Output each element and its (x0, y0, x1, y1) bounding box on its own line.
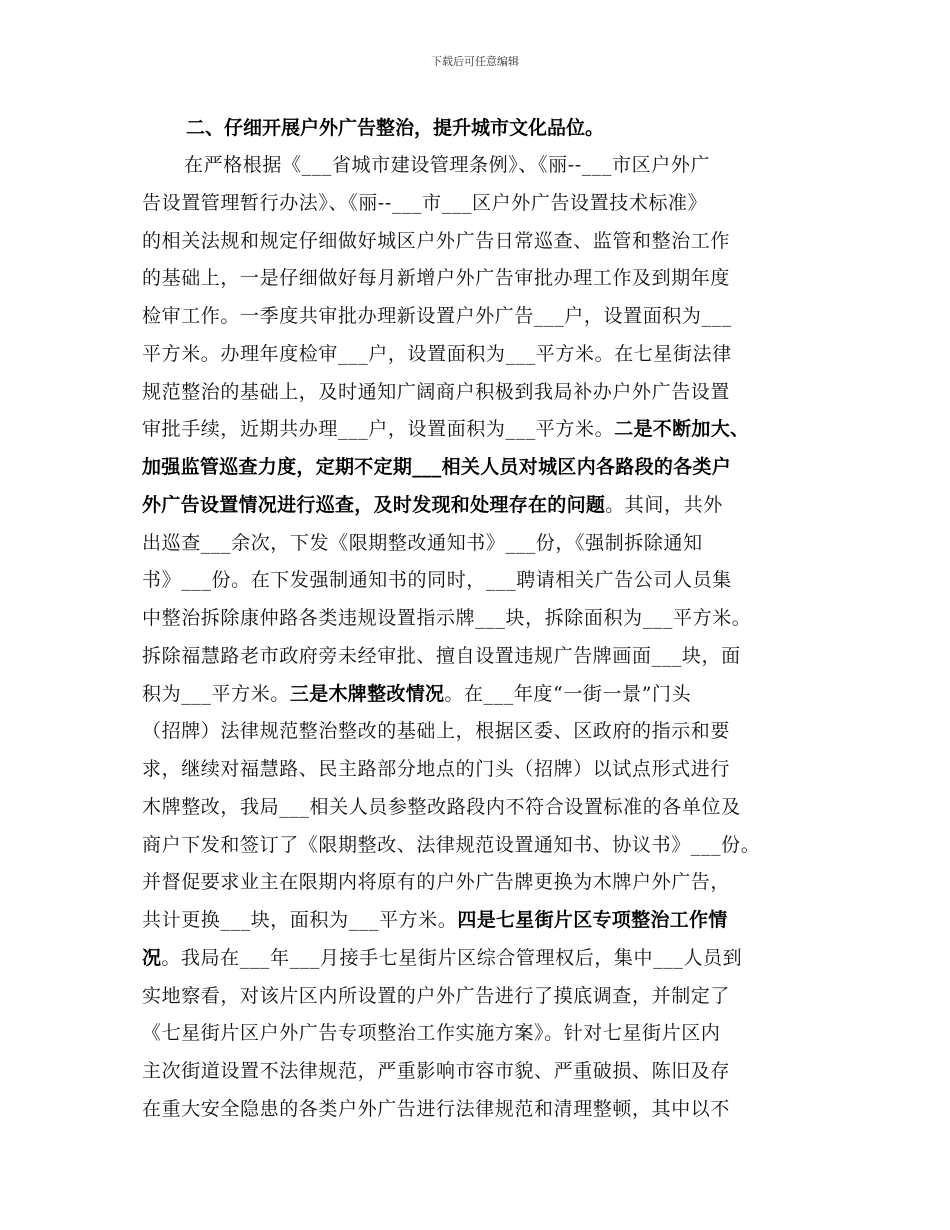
text-line (142, 1053, 832, 1091)
text-line (142, 902, 832, 940)
text-segment: 在重大安全隐患的各类户外广告进行法律规范和清理整顿，其中以不 (142, 1097, 731, 1120)
text-segment: 。在___年度“一街一景”门头 (444, 682, 692, 705)
text-segment: 中整治拆除康仲路各类违规设置指示牌___块，拆除面积为___平方米。 (142, 607, 752, 629)
bold-text-segment: 三是木牌整改情况 (289, 682, 445, 705)
text-line (142, 411, 832, 449)
text-segment: 商户下发和签订了《限期整改、法律规范设置通知书、协议书》___份。 (142, 833, 761, 856)
text-segment: 实地察看，对该片区内所设置的户外广告进行了摸底调查，并制定了 (142, 984, 731, 1007)
text-line (142, 336, 832, 374)
text-segment: 拆除福慧路老市政府旁未经审批、擅自设置违规广告牌画面___块，面 (142, 644, 741, 667)
text-line (142, 751, 832, 789)
section-heading: 二、仔细开展户外广告整治，提升城市文化品位。 (186, 117, 605, 139)
text-segment: 共计更换___块，面积为___平方米。 (142, 909, 458, 931)
text-segment: 规范整治的基础上，及时通知广阔商户积极到我局补办户外广告设置 (142, 380, 731, 403)
text-segment: 书》___份。在下发强制通知书的同时，___聘请相关广告公司人员集 (142, 569, 732, 592)
text-line (142, 525, 832, 563)
text-segment: 审批手续，近期共办理___户，设置面积为___平方米。 (142, 418, 615, 441)
text-line (142, 298, 832, 336)
text-line (142, 789, 832, 827)
text-segment: 《七星街片区户外广告专项整治工作实施方案》。针对七星街片区内 (142, 1022, 721, 1045)
text-segment: 。其间，共外 (605, 493, 723, 516)
bold-text-segment: 况 (142, 946, 162, 969)
text-segment: 在严格根据《___省城市建设管理条例》、《丽--___市区户外广 (184, 154, 711, 176)
text-line (142, 713, 832, 751)
text-line (142, 562, 832, 600)
text-segment: （招牌）法律规范整治整改的基础上，根据区委、区政府的指示和要 (142, 720, 731, 743)
text-line (142, 147, 832, 185)
text-line (142, 827, 832, 865)
text-line (142, 940, 832, 978)
text-line (142, 374, 832, 412)
page-header: 下载后可任意编辑 (431, 55, 519, 68)
text-segment: 并督促要求业主在限期内将原有的户外广告牌更换为木牌户外广告， (142, 871, 731, 894)
text-segment: 检审工作。一季度共审批办理新设置户外广告___户，设置面积为___ (142, 305, 732, 327)
text-line (142, 676, 832, 714)
text-line (142, 449, 832, 487)
text-line (142, 487, 832, 525)
text-line (142, 185, 832, 223)
text-segment: 积为___平方米。 (142, 682, 290, 705)
text-segment: 。我局在___年___月接手七星街片区综合管理权后，集中___人员到 (161, 946, 743, 969)
document-body (142, 110, 832, 1129)
text-segment: 木牌整改，我局___相关人员参整改路段内不符合设置标准的各单位及 (142, 795, 741, 818)
text-segment: 平方米。办理年度检审___户，设置面积为___平方米。在七星街法律 (142, 342, 732, 365)
text-segment: 主次街道设置不法律规范，严重影响市容市貌、严重破损、陈旧及存 (142, 1060, 731, 1082)
text-segment: 告设置管理暂行办法》、《丽--___市___区户外广告设置技术标准》 (142, 191, 708, 214)
text-line (142, 600, 832, 638)
bold-text-segment: 二是不断加大、 (614, 418, 750, 441)
text-segment: 求，继续对福慧路、民主路部分地点的门头（招牌）以试点形式进行 (142, 758, 731, 780)
bold-text-segment: 四是七星街片区专项整治工作情 (457, 909, 728, 931)
text-line (142, 638, 832, 676)
text-line (142, 864, 832, 902)
text-line (142, 978, 832, 1016)
text-segment: 的相关法规和规定仔细做好城区户外广告日常巡查、监管和整治工作 (142, 229, 731, 252)
paragraph (142, 147, 832, 1129)
text-segment: 的基础上，一是仔细做好每月新增户外广告审批办理工作及到期年度 (142, 267, 731, 290)
text-line (142, 1091, 832, 1129)
text-segment: 出巡查___余次，下发《限期整改通知书》___份，《强制拆除通知 (142, 531, 703, 554)
text-line (142, 260, 832, 298)
bold-text-segment: 加强监管巡查力度，定期不定期___相关人员对城区内各路段的各类户 (142, 456, 732, 478)
bold-text-segment: 外广告设置情况进行巡查，及时发现和处理存在的问题 (142, 493, 606, 516)
text-line (142, 223, 832, 261)
text-line (142, 1015, 832, 1053)
